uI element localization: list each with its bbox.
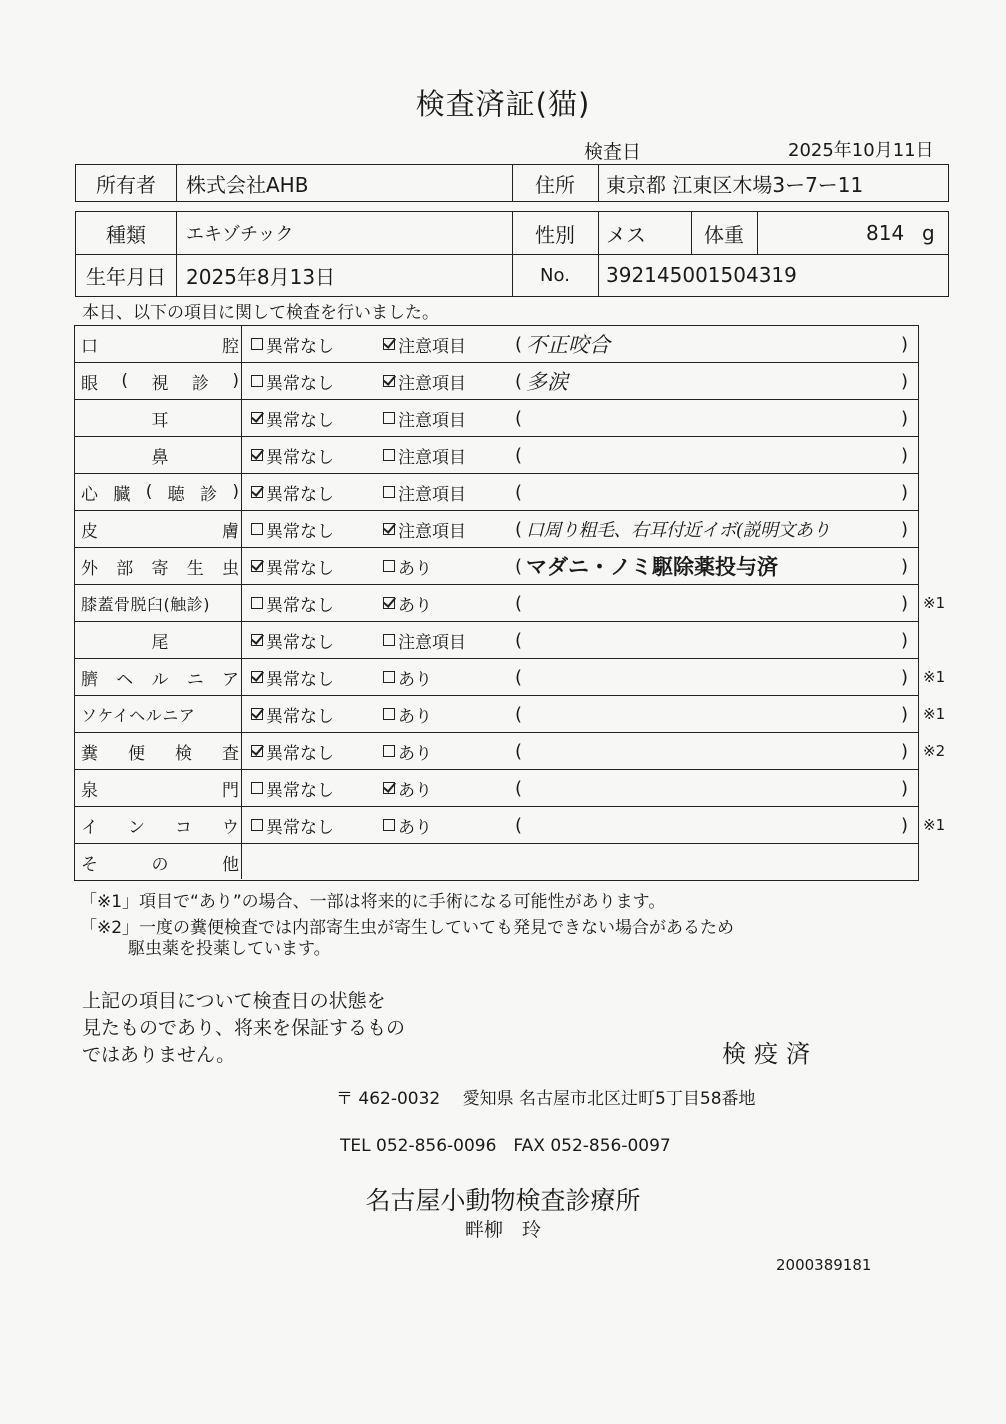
- open-paren: (: [515, 444, 523, 466]
- open-paren: (: [515, 629, 523, 651]
- caution-checkbox[interactable]: [383, 622, 466, 658]
- no-abnormality-checkbox[interactable]: [251, 474, 334, 510]
- checked-box-icon[interactable]: [251, 745, 263, 757]
- checkbox-icon[interactable]: [251, 523, 263, 535]
- inspection-table: [74, 325, 946, 881]
- checkbox-label: 異常なし: [266, 595, 334, 616]
- inspection-item-label: 皮 膚: [81, 521, 239, 542]
- caution-checkbox[interactable]: [383, 474, 466, 510]
- checkbox-label: あり: [398, 780, 432, 801]
- inspection-row: [75, 585, 946, 622]
- document-title: 検査済証(猫): [415, 87, 591, 121]
- open-paren: (: [515, 666, 523, 688]
- no-abnormality-checkbox[interactable]: [251, 696, 334, 732]
- footnote-mark: ※1: [923, 594, 946, 612]
- checkbox-icon[interactable]: [251, 819, 263, 831]
- inspection-row: [75, 511, 918, 548]
- checked-box-icon[interactable]: [251, 708, 263, 720]
- inspection-row: [75, 733, 946, 770]
- checkbox-icon[interactable]: [383, 819, 395, 831]
- inspection-item-label: 耳: [151, 410, 169, 431]
- checkbox-label: あり: [398, 669, 432, 690]
- no-abnormality-checkbox[interactable]: [251, 548, 334, 584]
- checkbox-label: 異常なし: [266, 373, 334, 394]
- checkbox-label: あり: [398, 817, 432, 838]
- no-abnormality-checkbox[interactable]: [251, 622, 334, 658]
- declaration-line-1: 上記の項目について検査日の状態を: [82, 990, 386, 1012]
- inspection-item-label: 外 部 寄 生 虫: [81, 558, 239, 579]
- animal-table: [75, 211, 949, 297]
- inspection-row: [75, 807, 946, 844]
- open-paren: (: [515, 407, 523, 429]
- no-abnormality-checkbox[interactable]: [251, 437, 334, 473]
- close-paren: ): [901, 740, 909, 762]
- handwritten-note: 口周り粗毛、右耳付近イボ(説明文あり: [526, 520, 831, 541]
- doctor-name: 畔柳 玲: [464, 1219, 541, 1241]
- open-paren: (: [515, 592, 523, 614]
- checkbox-label: あり: [398, 706, 432, 727]
- checkbox-label: 異常なし: [266, 780, 334, 801]
- checkbox-icon[interactable]: [383, 560, 395, 572]
- close-paren: ): [901, 592, 909, 614]
- other-label: そ の 他: [81, 854, 239, 875]
- open-paren: (: [515, 814, 523, 836]
- present-checkbox[interactable]: [383, 770, 432, 806]
- no-abnormality-checkbox[interactable]: [251, 326, 334, 362]
- inspection-row: [75, 622, 918, 659]
- checkbox-icon[interactable]: [383, 708, 395, 720]
- footnote-mark: ※1: [923, 705, 946, 723]
- inspection-row: [75, 548, 918, 585]
- checkbox-icon[interactable]: [251, 375, 263, 387]
- checked-box-icon[interactable]: [251, 671, 263, 683]
- checked-box-icon[interactable]: [251, 486, 263, 498]
- footnote-mark: ※1: [923, 816, 946, 834]
- checked-box-icon[interactable]: [251, 634, 263, 646]
- inspection-row: [75, 363, 918, 400]
- checked-box-icon[interactable]: [251, 560, 263, 572]
- checkbox-label: 異常なし: [266, 817, 334, 838]
- checkbox-label: 異常なし: [266, 521, 334, 542]
- checkbox-icon[interactable]: [383, 486, 395, 498]
- inspection-item-label: 口 腔: [81, 336, 239, 357]
- exam-date: 2025年10月11日: [788, 140, 934, 161]
- close-paren: ): [901, 518, 909, 540]
- serial-number: 2000389181: [776, 1256, 872, 1274]
- checkbox-icon[interactable]: [383, 745, 395, 757]
- owner-table: [75, 164, 949, 202]
- checked-box-icon[interactable]: [251, 412, 263, 424]
- intro-text: 本日、以下の項目に関して検査を行いました。: [82, 303, 439, 323]
- close-paren: ): [901, 777, 909, 799]
- footnote-2-cont: 駆虫薬を投薬しています。: [128, 939, 331, 959]
- checkbox-label: 異常なし: [266, 447, 334, 468]
- owner-name: 株式会社AHB: [186, 172, 309, 197]
- breed-value: エキゾチック: [186, 224, 294, 245]
- declaration-line-3: ではありません。: [82, 1044, 236, 1066]
- inspection-item-label: 鼻: [151, 447, 169, 468]
- clinic-address: 〒 462-0032 愛知県 名古屋市北区辻町5丁目58番地: [336, 1089, 756, 1109]
- breed-label: 種類: [106, 222, 146, 247]
- inspection-item-label: 臍 ヘ ル ニ ア: [81, 669, 239, 690]
- declaration: [82, 988, 405, 1069]
- inspection-row: [75, 696, 946, 733]
- close-paren: ): [901, 370, 909, 392]
- inspection-row: [75, 326, 918, 363]
- sex-label: 性別: [535, 222, 575, 247]
- checkbox-label: あり: [398, 595, 432, 616]
- caution-checkbox[interactable]: [383, 363, 466, 399]
- checkbox-label: 異常なし: [266, 669, 334, 690]
- no-abnormality-checkbox[interactable]: [251, 400, 334, 436]
- checked-box-icon[interactable]: [383, 338, 395, 350]
- close-paren: ): [901, 444, 909, 466]
- open-paren: (: [515, 777, 523, 799]
- inspection-item-label: 尾: [151, 632, 169, 653]
- present-checkbox[interactable]: [383, 548, 432, 584]
- present-checkbox[interactable]: [383, 696, 432, 732]
- close-paren: ): [901, 666, 909, 688]
- checkbox-label: 異常なし: [266, 743, 334, 764]
- checkbox-label: 注意項目: [398, 336, 466, 357]
- checked-box-icon[interactable]: [383, 597, 395, 609]
- close-paren: ): [901, 814, 909, 836]
- caution-checkbox[interactable]: [383, 326, 466, 362]
- checkbox-label: 異常なし: [266, 410, 334, 431]
- weight-unit: g: [922, 221, 935, 245]
- footnote-mark: ※1: [923, 668, 946, 686]
- checkbox-label: 異常なし: [266, 558, 334, 579]
- open-paren: (: [515, 703, 523, 725]
- caution-checkbox[interactable]: [383, 511, 466, 547]
- inspection-item-label: 泉 門: [81, 780, 239, 801]
- checkbox-label: 異常なし: [266, 336, 334, 357]
- checkbox-icon[interactable]: [251, 597, 263, 609]
- present-checkbox[interactable]: [383, 659, 432, 695]
- number-value: 392145001504319: [606, 263, 797, 287]
- number-label: No.: [540, 264, 570, 286]
- checkbox-icon[interactable]: [383, 671, 395, 683]
- checkbox-icon[interactable]: [383, 412, 395, 424]
- declaration-line-2: 見たものであり、将来を保証するもの: [82, 1017, 406, 1039]
- checkbox-label: 異常なし: [266, 484, 334, 505]
- no-abnormality-checkbox[interactable]: [251, 511, 334, 547]
- no-abnormality-checkbox[interactable]: [251, 659, 334, 695]
- inspection-item-label: 心 臓 ( 聴 診 ): [81, 482, 239, 505]
- checked-box-icon[interactable]: [383, 523, 395, 535]
- open-paren: (: [515, 518, 523, 540]
- handwritten-note: 多涙: [526, 370, 568, 394]
- no-abnormality-checkbox[interactable]: [251, 363, 334, 399]
- open-paren: (: [515, 333, 523, 355]
- inspection-item-label: ソケイヘルニア: [81, 705, 196, 725]
- open-paren: (: [515, 481, 523, 503]
- present-checkbox[interactable]: [383, 807, 432, 843]
- checkbox-icon[interactable]: [383, 634, 395, 646]
- close-paren: ): [901, 407, 909, 429]
- checkbox-label: あり: [398, 743, 432, 764]
- open-paren: (: [515, 555, 523, 577]
- other-row: [75, 844, 918, 881]
- inspection-item-label: イ ン コ ウ: [81, 817, 239, 838]
- no-abnormality-checkbox[interactable]: [251, 770, 334, 806]
- present-checkbox[interactable]: [383, 733, 432, 769]
- inspection-item-label: 糞 便 検 査: [81, 743, 239, 764]
- inspection-row: [75, 400, 918, 437]
- close-paren: ): [901, 333, 909, 355]
- checkbox-label: 注意項目: [398, 484, 466, 505]
- no-abnormality-checkbox[interactable]: [251, 733, 334, 769]
- inspection-row: [75, 474, 918, 511]
- checkbox-icon[interactable]: [383, 449, 395, 461]
- weight-label: 体重: [704, 222, 744, 247]
- checkbox-label: 異常なし: [266, 632, 334, 653]
- checkbox-label: 注意項目: [398, 632, 466, 653]
- open-paren: (: [515, 370, 523, 392]
- handwritten-note: マダニ・ノミ駆除薬投与済: [526, 555, 778, 579]
- quarantine-stamp: 検疫済: [722, 1040, 818, 1068]
- no-abnormality-checkbox[interactable]: [251, 807, 334, 843]
- handwritten-note: 不正咬合: [526, 333, 610, 357]
- dob-value: 2025年8月13日: [186, 264, 336, 289]
- close-paren: ): [901, 703, 909, 725]
- footnote-mark: ※2: [923, 742, 946, 760]
- inspection-item-label: 膝蓋骨脱臼(触診): [81, 594, 210, 614]
- exam-date-label: 検査日: [584, 141, 642, 163]
- footnote-1: 「※1」項目で“あり”の場合、一部は将来的に手術になる可能性があります。: [80, 892, 666, 912]
- checkbox-label: 異常なし: [266, 706, 334, 727]
- inspection-row: [75, 659, 946, 696]
- caution-checkbox[interactable]: [383, 400, 466, 436]
- checkbox-label: 注意項目: [398, 410, 466, 431]
- no-abnormality-checkbox[interactable]: [251, 585, 334, 621]
- owner-address: 東京都 江東区木場3ー7ー11: [606, 172, 864, 197]
- close-paren: ): [901, 555, 909, 577]
- footnote-2: 「※2」一度の糞便検査では内部寄生虫が寄生していても発見できない場合があるため: [80, 918, 735, 938]
- address-label: 住所: [535, 172, 575, 197]
- checkbox-icon[interactable]: [251, 782, 263, 794]
- clinic-phone: TEL 052-856-0096 FAX 052-856-0097: [340, 1136, 671, 1156]
- inspection-item-label: 眼 ( 視 診 ): [81, 371, 239, 394]
- checked-box-icon[interactable]: [383, 782, 395, 794]
- checkbox-label: あり: [398, 558, 432, 579]
- checkbox-label: 注意項目: [398, 373, 466, 394]
- dob-label: 生年月日: [86, 264, 166, 289]
- inspection-row: [75, 770, 918, 807]
- checked-box-icon[interactable]: [251, 449, 263, 461]
- caution-checkbox[interactable]: [383, 437, 466, 473]
- close-paren: ): [901, 481, 909, 503]
- checkbox-icon[interactable]: [251, 338, 263, 350]
- checkbox-label: 注意項目: [398, 521, 466, 542]
- inspection-row: [75, 437, 918, 474]
- weight-value: 814: [866, 221, 905, 245]
- clinic-name: 名古屋小動物検査診療所: [365, 1186, 641, 1215]
- owner-label: 所有者: [96, 172, 156, 197]
- open-paren: (: [515, 740, 523, 762]
- checked-box-icon[interactable]: [383, 375, 395, 387]
- close-paren: ): [901, 629, 909, 651]
- checkbox-label: 注意項目: [398, 447, 466, 468]
- sex-value: メス: [606, 222, 646, 247]
- present-checkbox[interactable]: [383, 585, 432, 621]
